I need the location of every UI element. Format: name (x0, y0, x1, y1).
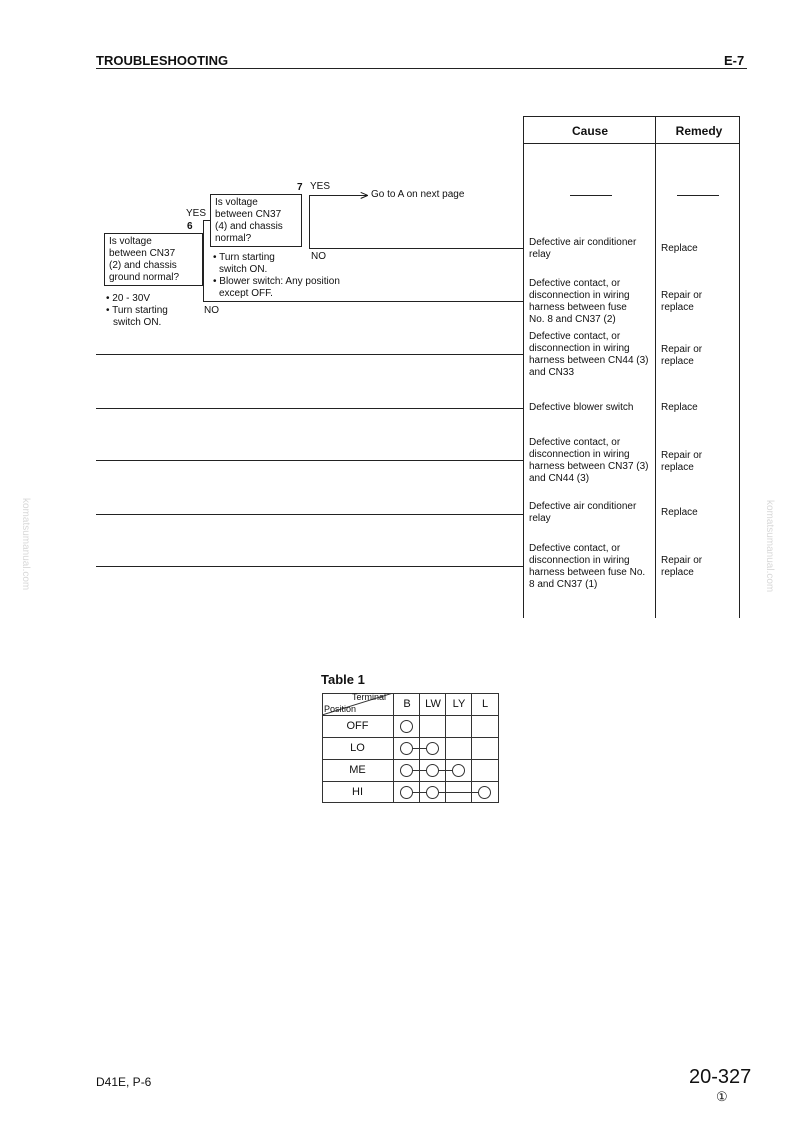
goto-label: Go to A on next page (371, 189, 465, 200)
connection-dot-b (401, 765, 413, 777)
remedy-3-line-1: Repair or (661, 344, 703, 355)
table1-col-l: L (481, 698, 489, 710)
connection-dot-b (401, 743, 413, 755)
cause-4: Defective blower switch (529, 402, 634, 413)
footer-revision-mark: ① (716, 1089, 728, 1104)
table-left-border (523, 116, 524, 618)
remedy-3-line-2: replace (661, 356, 694, 367)
decision-box-6 (104, 233, 203, 286)
connection-dot-b (401, 721, 413, 733)
q6-number: 6 (187, 221, 193, 232)
q7-note-3: • Blower switch: Any position (213, 276, 340, 287)
table1-row-me: ME (349, 764, 366, 776)
decision-box-7 (210, 194, 302, 247)
q7-branch-line (309, 195, 310, 248)
footer-page-number: 20-327 (689, 1066, 752, 1088)
table1-corner-position: Position (324, 704, 357, 714)
cause-1-line-1: Defective air conditioner (529, 237, 637, 248)
cause-dash (570, 195, 612, 196)
cause-6-line-1: Defective air conditioner (529, 501, 637, 512)
q6-line-2: between CN37 (109, 248, 176, 259)
cause-header: Cause (571, 124, 609, 138)
q7-note-4: except OFF. (219, 288, 273, 299)
remedy-1: Replace (661, 243, 698, 254)
arrow-right-icon: > (360, 187, 369, 203)
remedy-2-line-2: replace (661, 302, 694, 313)
table1-corner-terminal: Terminal (352, 692, 387, 702)
row-line-4 (96, 408, 523, 409)
cause-3-line-2: disconnection in wiring (529, 343, 630, 354)
table1 (322, 693, 499, 803)
row-line-7 (96, 566, 523, 567)
cause-3-line-3: harness between CN44 (3) (529, 355, 649, 366)
q6-line-4: ground normal? (109, 272, 180, 283)
q7-line-4: normal? (215, 233, 252, 244)
connection-dot-l (479, 787, 491, 799)
q7-yes-label: YES (310, 181, 331, 192)
q7-line-3: (4) and chassis (215, 221, 283, 232)
q6-no-label: NO (204, 305, 219, 316)
watermark-left: komatsumanual.com (20, 498, 31, 591)
table1-row-hi: HI (352, 786, 363, 798)
table1-col-b: B (403, 698, 411, 710)
table1-row-off: OFF (346, 720, 369, 732)
cause-5-line-1: Defective contact, or (529, 437, 621, 448)
table-right-border (739, 116, 740, 618)
table1-col-ly: LY (452, 698, 466, 710)
table-mid-border (655, 116, 656, 618)
q7-line-2: between CN37 (215, 209, 282, 220)
cause-7-line-2: disconnection in wiring (529, 555, 630, 566)
row-line-5 (96, 460, 523, 461)
q7-no-label: NO (311, 251, 326, 262)
remedy-header: Remedy (675, 124, 723, 138)
table1-row-lo: LO (350, 742, 365, 754)
watermark-right: komatsumanual.com (764, 500, 775, 593)
remedy-7-line-2: replace (661, 567, 694, 578)
cause-3-line-1: Defective contact, or (529, 331, 621, 342)
q7-note-2: switch ON. (219, 264, 268, 275)
cause-2-line-1: Defective contact, or (529, 278, 621, 289)
cause-2-line-2: disconnection in wiring (529, 290, 630, 301)
remedy-2-line-1: Repair or (661, 290, 703, 301)
cause-5-line-2: disconnection in wiring (529, 449, 630, 460)
yes6-line (203, 220, 210, 221)
table1-col-lw: LW (425, 698, 441, 710)
q6-note-3: switch ON. (113, 317, 162, 328)
header-rule (96, 68, 747, 69)
cause-3-line-4: and CN33 (529, 367, 575, 378)
section-title: TROUBLESHOOTING (96, 53, 229, 68)
q7-line-1: Is voltage (215, 197, 258, 208)
connection-dot-lw (427, 765, 439, 777)
no6-line (203, 301, 523, 302)
q6-branch-line (203, 220, 204, 301)
cause-7-line-3: harness between fuse No. (529, 567, 646, 578)
cause-2-line-3: harness between fuse (529, 302, 627, 313)
q7-number: 7 (297, 182, 303, 193)
connection-dot-lw (427, 743, 439, 755)
table1-title: Table 1 (321, 672, 365, 687)
q6-yes-label: YES (186, 208, 207, 219)
row-line-3 (96, 354, 523, 355)
connection-dot-ly (453, 765, 465, 777)
q6-line-1: Is voltage (109, 236, 152, 247)
footer-model: D41E, P-6 (96, 1075, 152, 1089)
q6-note-2: • Turn starting (106, 305, 168, 316)
remedy-5-line-1: Repair or (661, 450, 703, 461)
cause-7-line-1: Defective contact, or (529, 543, 621, 554)
q6-note-1: • 20 - 30V (106, 293, 151, 304)
remedy-4: Replace (661, 402, 698, 413)
cause-2-line-4: No. 8 and CN37 (2) (529, 314, 616, 325)
remedy-6: Replace (661, 507, 698, 518)
row-line-6 (96, 514, 523, 515)
cause-remedy-header (523, 116, 740, 144)
remedy-7-line-1: Repair or (661, 555, 703, 566)
connection-dot-b (401, 787, 413, 799)
connection-dot-lw (427, 787, 439, 799)
remedy-5-line-2: replace (661, 462, 694, 473)
cause-5-line-4: and CN44 (3) (529, 473, 590, 484)
section-code: E-7 (724, 53, 745, 68)
cause-1-line-2: relay (529, 249, 551, 260)
q7-note-1: • Turn starting (213, 252, 275, 263)
q6-line-3: (2) and chassis (109, 260, 177, 271)
remedy-dash (677, 195, 719, 196)
no7-line (309, 248, 523, 249)
cause-5-line-3: harness between CN37 (3) (529, 461, 649, 472)
cause-6-line-2: relay (529, 513, 551, 524)
cause-7-line-4: 8 and CN37 (1) (529, 579, 598, 590)
